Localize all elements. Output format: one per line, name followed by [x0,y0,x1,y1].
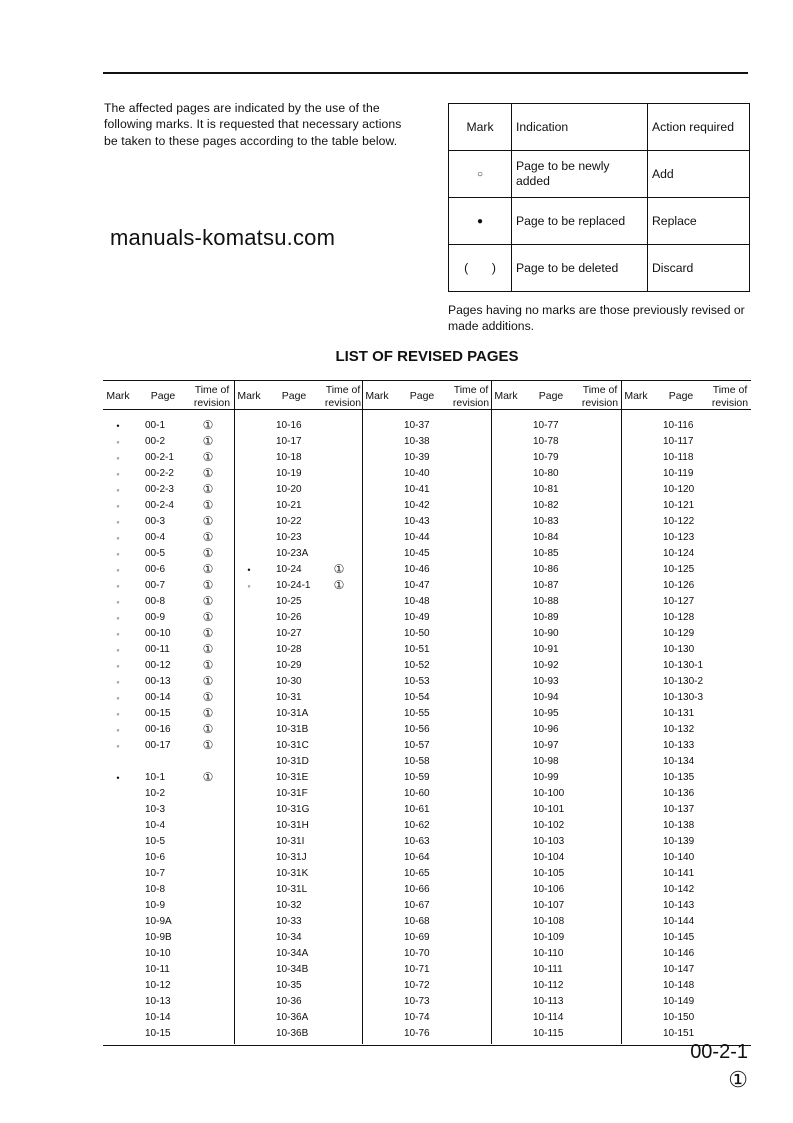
page-id: 10-44 [404,532,430,543]
page-id: 00-16 [145,724,171,735]
page-id: 10-5 [145,836,166,847]
page-id: 00-14 [145,692,171,703]
header-mark: Mark [106,390,130,402]
page-id: 10-96 [533,724,559,735]
page-id: 10-121 [663,500,695,511]
page-id: 10-114 [533,1012,564,1023]
header-page: Page [668,390,694,402]
page-id: 10-107 [533,900,565,911]
page-id: 10-125 [663,564,695,575]
page-id: 10-143 [663,900,695,911]
revision-mark-icon: ◦ [116,629,120,639]
legend-note: Pages having no marks are those previously revised or made additions. [448,303,745,333]
revision-number: ① [202,482,214,496]
page-id: 10-92 [533,660,559,671]
page-id: 10-31C [276,740,309,751]
page-id: 00-2 [145,436,166,447]
page-id: 10-138 [663,820,695,831]
page-id: 10-147 [663,964,695,975]
revision-mark-icon: ◦ [116,613,120,623]
page-id: 10-102 [533,820,565,831]
page-id: 10-88 [533,596,559,607]
page-id: 10-130-3 [663,692,704,703]
add-mark-icon: ○ [449,151,512,198]
legend-header-action: Action required [648,104,750,151]
header-mark: Mark [237,390,261,402]
page-id: 10-34B [276,964,309,975]
header-mark: Mark [365,390,389,402]
revision-mark-icon: ◦ [116,453,120,463]
page-id: 00-11 [145,644,170,655]
revision-mark-icon: ◦ [116,597,120,607]
page-id: 10-106 [533,884,565,895]
header-page: Page [538,390,564,402]
page-id: 10-42 [404,500,430,511]
page-id: 10-31J [276,852,307,863]
revision-number: ① [202,546,214,560]
page-id: 10-130 [663,644,695,655]
page-id: 10-61 [404,804,430,815]
revision-number: ① [202,674,214,688]
page-id: 10-48 [404,596,430,607]
page-id: 10-108 [533,916,565,927]
page-id: 10-129 [663,628,695,639]
column-group [362,381,491,1045]
page-id: 10-64 [404,852,430,863]
page-id: 10-150 [663,1012,695,1023]
column-group [103,381,232,1045]
page-id: 10-83 [533,516,559,527]
page-id: 10-137 [663,804,695,815]
page-id: 10-9A [145,916,172,927]
revision-mark-icon: ◦ [116,437,120,447]
page-id: 10-62 [404,820,430,831]
page-id: 10-93 [533,676,559,687]
intro-text: The affected pages are indicated by the use of the following marks. It is requested that necessary actions be taken to these pages according to the table below. [104,101,402,148]
revision-mark-icon: ◦ [116,741,120,751]
page-id: 10-36B [276,1028,309,1039]
page-id: 10-109 [533,932,565,943]
page-id: 10-26 [276,612,302,623]
page-id: 10-58 [404,756,430,767]
page-id: 10-11 [145,964,170,975]
page-id: 10-101 [533,804,565,815]
revision-number: ① [202,562,214,576]
legend-indication: Page to be deleted [512,245,648,292]
page-id: 10-87 [533,580,559,591]
page-id: 00-2-4 [145,500,174,511]
page-id: 00-9 [145,612,166,623]
page-id: 10-123 [663,532,695,543]
legend-row-discard [449,245,750,292]
page-id: 10-130-2 [663,676,704,687]
revision-mark-icon: ◦ [116,517,120,527]
page-id: 10-34 [276,932,302,943]
page-id: 10-117 [663,436,694,447]
page-id: 10-54 [404,692,430,703]
page-id: 10-72 [404,980,430,991]
page-id: 10-16 [276,420,302,431]
page-id: 10-71 [404,964,430,975]
page-id: 10-31K [276,868,309,879]
page-id: 10-29 [276,660,302,671]
revision-number: ① [202,434,214,448]
page-id: 10-104 [533,852,565,863]
page-id: 10-31F [276,788,308,799]
page-id: 10-38 [404,436,430,447]
page-id: 10-141 [663,868,695,879]
revision-mark-icon: • [247,565,251,575]
page-id: 10-31A [276,708,309,719]
page-id: 10-47 [404,580,430,591]
header-time: Time of revision [711,384,749,409]
page-id: 10-99 [533,772,559,783]
page-id: 00-12 [145,660,171,671]
page-id: 10-94 [533,692,559,703]
page-id: 10-4 [145,820,166,831]
revision-number: ① [202,658,214,672]
page-id: 10-21 [276,500,302,511]
legend-action: Discard [648,245,750,292]
page-id: 10-134 [663,756,695,767]
header-time: Time of revision [581,384,619,409]
page-id: 10-146 [663,948,695,959]
page-id: 10-136 [663,788,695,799]
page-id: 10-70 [404,948,430,959]
page-id: 10-20 [276,484,302,495]
page-id: 10-139 [663,836,695,847]
page-id: 10-131 [663,708,695,719]
page-id: 10-76 [404,1028,430,1039]
revision-number: ① [202,498,214,512]
page-id: 10-77 [533,420,559,431]
page-id: 10-46 [404,564,430,575]
page-id: 00-13 [145,676,171,687]
page-id: 10-98 [533,756,559,767]
page-id: 10-85 [533,548,559,559]
header-mark: Mark [624,390,648,402]
page-id: 10-151 [663,1028,695,1039]
page-id: 10-13 [145,996,171,1007]
page-id: 10-36 [276,996,302,1007]
page-id: 10-130-1 [663,660,704,671]
header-page: Page [281,390,307,402]
page-id: 10-145 [663,932,695,943]
page-id: 10-132 [663,724,695,735]
page-id: 10-31L [276,884,308,895]
page-id: 10-6 [145,852,166,863]
revision-mark-icon: ◦ [116,549,120,559]
page-id: 10-73 [404,996,430,1007]
page-id: 00-1 [145,420,166,431]
page-id: 10-22 [276,516,302,527]
header-mark: Mark [494,390,518,402]
page-id: 10-9B [145,932,172,943]
revision-mark-icon: ◦ [247,581,251,591]
page-id: 10-66 [404,884,430,895]
page-id: 10-68 [404,916,430,927]
page-id: 10-105 [533,868,565,879]
revision-number: ① [202,610,214,624]
page-id: 00-6 [145,564,166,575]
page-id: 10-33 [276,916,302,927]
page-id: 10-53 [404,676,430,687]
revision-number: ① [202,418,214,432]
page-id: 10-118 [663,452,694,463]
page-id: 10-113 [533,996,564,1007]
column-divider [234,380,235,1044]
page-id: 10-52 [404,660,430,671]
header-time: Time of revision [193,384,231,409]
page-id: 10-97 [533,740,559,751]
page-id: 10-140 [663,852,695,863]
page-id: 10-91 [533,644,559,655]
page-id: 10-43 [404,516,430,527]
revision-mark-icon: ◦ [116,565,120,575]
page-id: 10-84 [533,532,559,543]
page-id: 00-5 [145,548,166,559]
page-id: 10-127 [663,596,695,607]
page-id: 10-7 [145,868,166,879]
page-id: 10-45 [404,548,430,559]
page-id: 10-27 [276,628,302,639]
revision-mark-icon: ◦ [116,709,120,719]
page-id: 10-80 [533,468,559,479]
replace-mark-icon: ● [449,198,512,245]
revision-number: ① [202,706,214,720]
revision-mark-icon: ◦ [116,501,120,511]
revision-mark-icon: • [116,421,120,431]
page-id: 10-23A [276,548,309,559]
revision-number: ① [202,770,214,784]
page-id: 10-110 [533,948,564,959]
page-id: 00-3 [145,516,166,527]
page-id: 10-1 [145,772,166,783]
page-id: 10-8 [145,884,166,895]
column-group [491,381,620,1045]
page-id: 10-40 [404,468,430,479]
page-id: 10-148 [663,980,695,991]
page-id: 10-82 [533,500,559,511]
page-id: 10-89 [533,612,559,623]
column-divider [362,380,363,1044]
legend-row-add [449,151,750,198]
header-page: Page [409,390,435,402]
page-id: 10-103 [533,836,565,847]
legend-action: Replace [648,198,750,245]
revision-mark-icon: • [116,773,120,783]
header-divider [103,409,751,410]
revision-mark-icon: ◦ [116,533,120,543]
page-id: 10-17 [276,436,302,447]
column-divider [621,380,622,1044]
page-id: 10-50 [404,628,430,639]
page-id: 10-9 [145,900,166,911]
page-id: 10-78 [533,436,559,447]
revision-mark-icon: ◦ [116,661,120,671]
column-group [621,381,750,1045]
revision-number: ① [202,626,214,640]
page-id: 10-112 [533,980,564,991]
revised-pages-table [103,380,751,1046]
page-id: 10-34A [276,948,309,959]
page-id: 10-55 [404,708,430,719]
page-id: 10-79 [533,452,559,463]
revision-mark-icon: ◦ [116,677,120,687]
page-id: 10-126 [663,580,695,591]
page-id: 00-15 [145,708,171,719]
page-id: 10-12 [145,980,171,991]
page-id: 10-149 [663,996,695,1007]
revision-number: ① [202,466,214,480]
page-id: 10-74 [404,1012,430,1023]
page-id: 00-17 [145,740,171,751]
revision-number: ① [202,642,214,656]
page-id: 10-2 [145,788,166,799]
page-id: 10-57 [404,740,430,751]
page-id: 10-19 [276,468,302,479]
page-id: 10-32 [276,900,302,911]
revision-mark-icon: ◦ [116,581,120,591]
page-id: 10-128 [663,612,695,623]
revision-number: ① [202,514,214,528]
marks-legend-table [448,103,750,292]
page-id: 10-31D [276,756,309,767]
page-id: 10-31 [276,692,302,703]
page-id: 10-25 [276,596,302,607]
page-id: 10-31G [276,804,310,815]
page-number: 00-2-1 [690,1041,748,1063]
revision-number: ① [202,722,214,736]
legend-header-mark: Mark [449,104,512,151]
page-id: 10-36A [276,1012,309,1023]
top-rule [103,72,748,74]
page-id: 10-67 [404,900,430,911]
page-id: 00-4 [145,532,166,543]
page-id: 10-30 [276,676,302,687]
page-id: 00-10 [145,628,171,639]
page-id: 10-111 [533,964,563,975]
header-page: Page [150,390,176,402]
page-id: 00-2-2 [145,468,174,479]
page-id: 00-2-1 [145,452,174,463]
page-id: 10-135 [663,772,695,783]
page-id: 10-15 [145,1028,171,1039]
page-id: 10-120 [663,484,695,495]
page-id: 10-142 [663,884,695,895]
page-id: 10-122 [663,516,695,527]
revision-number: ① [333,562,345,576]
page-id: 10-18 [276,452,302,463]
revision-number: ① [202,690,214,704]
page-id: 10-63 [404,836,430,847]
page-id: 10-60 [404,788,430,799]
page-id: 10-69 [404,932,430,943]
page-id: 10-133 [663,740,695,751]
page-id: 10-49 [404,612,430,623]
page-id: 10-100 [533,788,565,799]
revision-mark-icon: ◦ [116,485,120,495]
header-time: Time of revision [324,384,362,409]
legend-row-replace [449,198,750,245]
page-id: 10-119 [663,468,694,479]
revision-mark-icon: ◦ [116,693,120,703]
revision-mark-icon: ◦ [116,645,120,655]
revision-mark-icon: ◦ [116,469,120,479]
legend-header-row [449,104,750,151]
page-id: 10-31I [276,836,305,847]
legend-indication: Page to be newly added [512,151,648,198]
revision-mark: ① [728,1067,748,1092]
page-id: 10-56 [404,724,430,735]
page-id: 10-115 [533,1028,564,1039]
page-id: 10-59 [404,772,430,783]
revision-mark-icon: ◦ [116,725,120,735]
watermark: manuals-komatsu.com [110,225,336,250]
page-id: 10-144 [663,916,695,927]
page-id: 10-3 [145,804,166,815]
page-title: LIST OF REVISED PAGES [335,348,519,365]
legend-action: Add [648,151,750,198]
page-id: 10-124 [663,548,695,559]
page-id: 10-51 [404,644,430,655]
revision-number: ① [202,738,214,752]
legend-header-indication: Indication [512,104,648,151]
page-id: 10-24-1 [276,580,311,591]
legend-indication: Page to be replaced [512,198,648,245]
page-id: 10-14 [145,1012,171,1023]
page-id: 10-31B [276,724,309,735]
page-id: 10-39 [404,452,430,463]
page-id: 00-2-3 [145,484,174,495]
page-id: 10-31H [276,820,309,831]
revision-number: ① [202,578,214,592]
page-id: 10-37 [404,420,430,431]
page-id: 10-116 [663,420,694,431]
discard-mark-icon: ( ) [449,245,512,292]
page-id: 10-41 [404,484,430,495]
revision-number: ① [333,578,345,592]
page-id: 10-35 [276,980,302,991]
page-id: 10-31E [276,772,309,783]
column-group [234,381,363,1045]
page-id: 10-23 [276,532,302,543]
header-time: Time of revision [452,384,490,409]
page-id: 10-24 [276,564,302,575]
revision-number: ① [202,594,214,608]
page-id: 10-10 [145,948,171,959]
page-id: 10-90 [533,628,559,639]
page-id: 10-81 [533,484,559,495]
page-id: 10-28 [276,644,302,655]
page-id: 10-65 [404,868,430,879]
page-id: 00-7 [145,580,166,591]
page-id: 00-8 [145,596,166,607]
column-divider [491,380,492,1044]
revision-number: ① [202,450,214,464]
revision-number: ① [202,530,214,544]
page-id: 10-86 [533,564,559,575]
page-id: 10-95 [533,708,559,719]
